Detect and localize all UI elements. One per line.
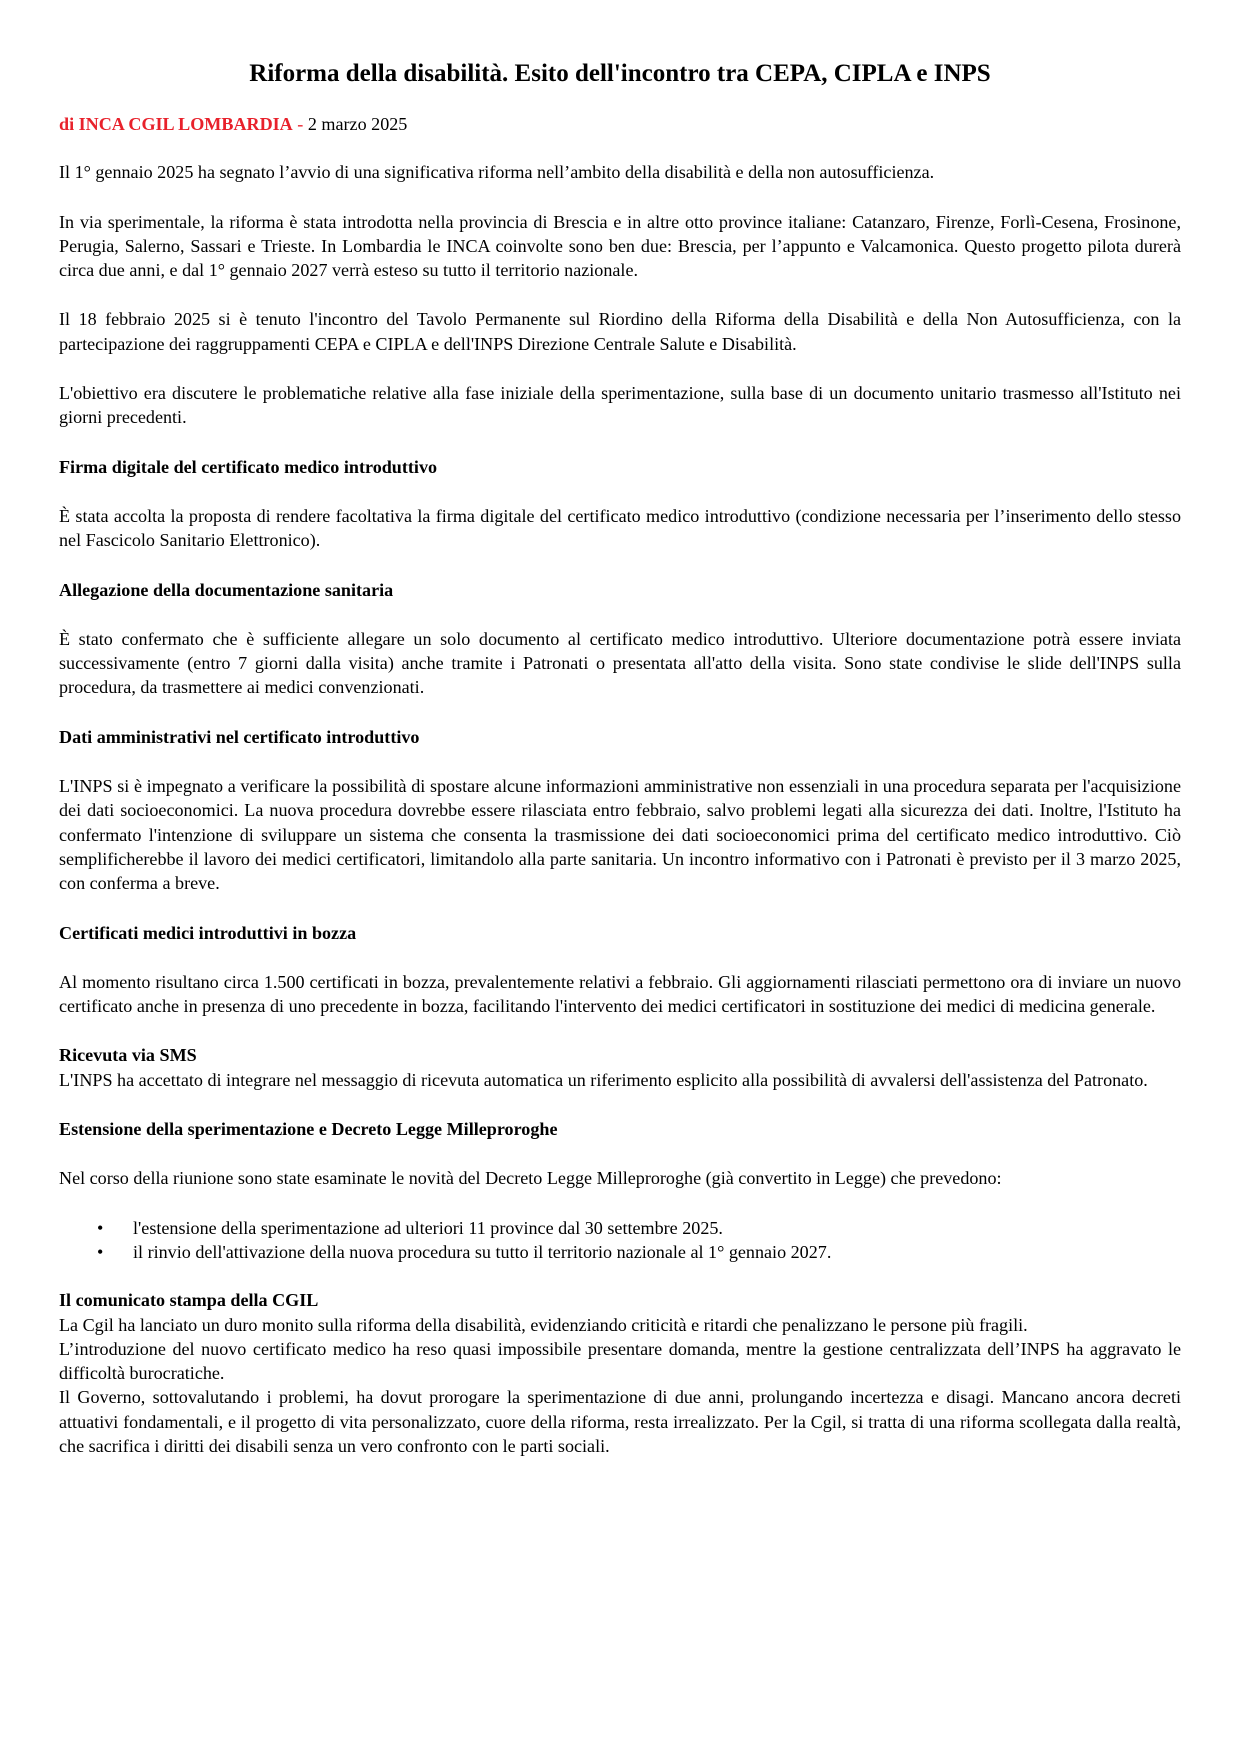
section-paragraph: L’introduzione del nuovo certificato medico ha reso quasi impossibile presentare domanda, mentre la gestione centralizzata dell’INPS ha aggravato le difficoltà burocratiche.	[59, 1338, 1181, 1384]
bullet-list	[59, 1216, 1181, 1265]
intro-paragraph: In via sperimentale, la riforma è stata introdotta nella provincia di Brescia e in altre otto province italiane: Catanzaro, Firenze, Forlì-Cesena, Frosinone, Perugia, Salerno, Sassari e Trieste. In Lombardia le INCA coinvolte sono ben due: Brescia, per l’appunto e Valcamonica. Questo progetto pilota durerà circa due anni, e dal 1° gennaio 2027 verrà esteso su tutto il territorio nazionale.	[59, 211, 1181, 281]
section-heading: Dati amministrativi nel certificato introduttivo	[59, 726, 420, 747]
bullet-icon: •	[97, 1241, 104, 1262]
intro-paragraph: L'obiettivo era discutere le problematiche relative alla fase iniziale della sperimentazione, sulla base di un documento unitario trasmesso all'Istituto nei giorni precedenti.	[59, 383, 1181, 428]
section-paragraph: L'INPS si è impegnato a verificare la possibilità di spostare alcune informazioni amministrative non essenziali in una procedura separata per l'acquisizione dei dati socioeconomici. La nuova procedura dovrebbe essere rilasciata entro febbraio, salvo problemi legati alla sicurezza dei dati. Inoltre, l'Istituto ha confermato l'intenzione di sviluppare un sistema che consenta la trasmissione dei dati socioeconomici prima del certificato medico introduttivo. Ciò semplificherebbe il lavoro dei medici certificatori, limitandolo alla parte sanitaria. Un incontro informativo con i Patronati è previsto per il 3 marzo 2025, con conferma a breve.	[59, 776, 1181, 894]
section-paragraph: Nel corso della riunione sono state esaminate le novità del Decreto Legge Milleproroghe (già convertito in Legge) che prevedono:	[59, 1168, 1002, 1189]
section-heading: Il comunicato stampa della CGIL	[59, 1290, 319, 1311]
byline	[59, 112, 1181, 136]
bullet-icon: •	[97, 1217, 104, 1238]
list-item-text: l'estensione della sperimentazione ad ulteriori 11 province dal 30 settembre 2025.	[133, 1217, 723, 1238]
section-paragraph: È stato confermato che è sufficiente allegare un solo documento al certificato medico introduttivo. Ulteriore documentazione potrà essere inviata successivamente (entro 7 giorni dalla visita) anche tramite i Patronati o presentata all'atto della visita. Sono state condivise le slide dell'INPS sulla procedura, da trasmettere ai medici convenzionati.	[59, 628, 1181, 698]
intro-paragraph: Il 1° gennaio 2025 ha segnato l’avvio di una significativa riforma nell’ambito della disabilità e della non autosufficienza.	[59, 162, 935, 183]
byline-date: 2 marzo 2025	[307, 114, 408, 134]
section-heading: Certificati medici introduttivi in bozza	[59, 922, 357, 943]
section-heading: Allegazione della documentazione sanitaria	[59, 579, 394, 600]
section-paragraph: L'INPS ha accettato di integrare nel messaggio di ricevuta automatica un riferimento esplicito alla possibilità di avvalersi dell'assistenza del Patronato.	[59, 1069, 1148, 1090]
section-heading: Firma digitale del certificato medico introduttivo	[59, 456, 438, 477]
section-heading: Estensione della sperimentazione e Decreto Legge Milleproroghe	[59, 1119, 558, 1140]
press-release-section	[59, 1288, 1181, 1458]
section-paragraph: È stata accolta la proposta di rendere facoltativa la firma digitale del certificato medico introduttivo (condizione necessaria per l’inserimento dello stesso nel Fascicolo Sanitario Elettronico).	[59, 505, 1181, 551]
section-paragraph: La Cgil ha lanciato un duro monito sulla riforma della disabilità, evidenziando criticità e ritardi che penalizzano le persone più fragili.	[59, 1314, 1028, 1335]
byline-separator: -	[292, 114, 308, 134]
list-item	[97, 1240, 1181, 1264]
section-paragraph: Al momento risultano circa 1.500 certificati in bozza, prevalentemente relativi a febbraio. Gli aggiornamenti rilasciati permettono ora di inviare un nuovo certificato anche in presenza di uno precedente in bozza, facilitando l'intervento dei medici certificatori in sostituzione dei medici di medicina generale.	[59, 971, 1181, 1017]
section-heading: Ricevuta via SMS	[59, 1045, 197, 1066]
list-item-text: il rinvio dell'attivazione della nuova procedura su tutto il territorio nazionale al 1° gennaio 2027.	[133, 1241, 832, 1262]
section-paragraph: Il Governo, sottovalutando i problemi, ha dovut prorogare la sperimentazione di due anni, prolungando incertezza e disagi. Mancano ancora decreti attuativi fondamentali, e il progetto di vita personalizzato, cuore della riforma, resta irrealizzato. Per la Cgil, si tratta di una riforma scollegata dalla realtà, che sacrifica i diritti dei disabili senza un vero confronto con le parti sociali.	[59, 1387, 1181, 1456]
intro-paragraph: Il 18 febbraio 2025 si è tenuto l'incontro del Tavolo Permanente sul Riordino della Riforma della Disabilità e della Non Autosufficienza, con la partecipazione dei raggruppamenti CEPA e CIPLA e dell'INPS Direzione Centrale Salute e Disabilità.	[59, 309, 1181, 354]
document-page	[59, 58, 1181, 1458]
article-title: Riforma della disabilità. Esito dell'incontro tra CEPA, CIPLA e INPS	[249, 60, 991, 87]
byline-author: di INCA CGIL LOMBARDIA	[59, 114, 293, 134]
list-item	[97, 1216, 1181, 1240]
